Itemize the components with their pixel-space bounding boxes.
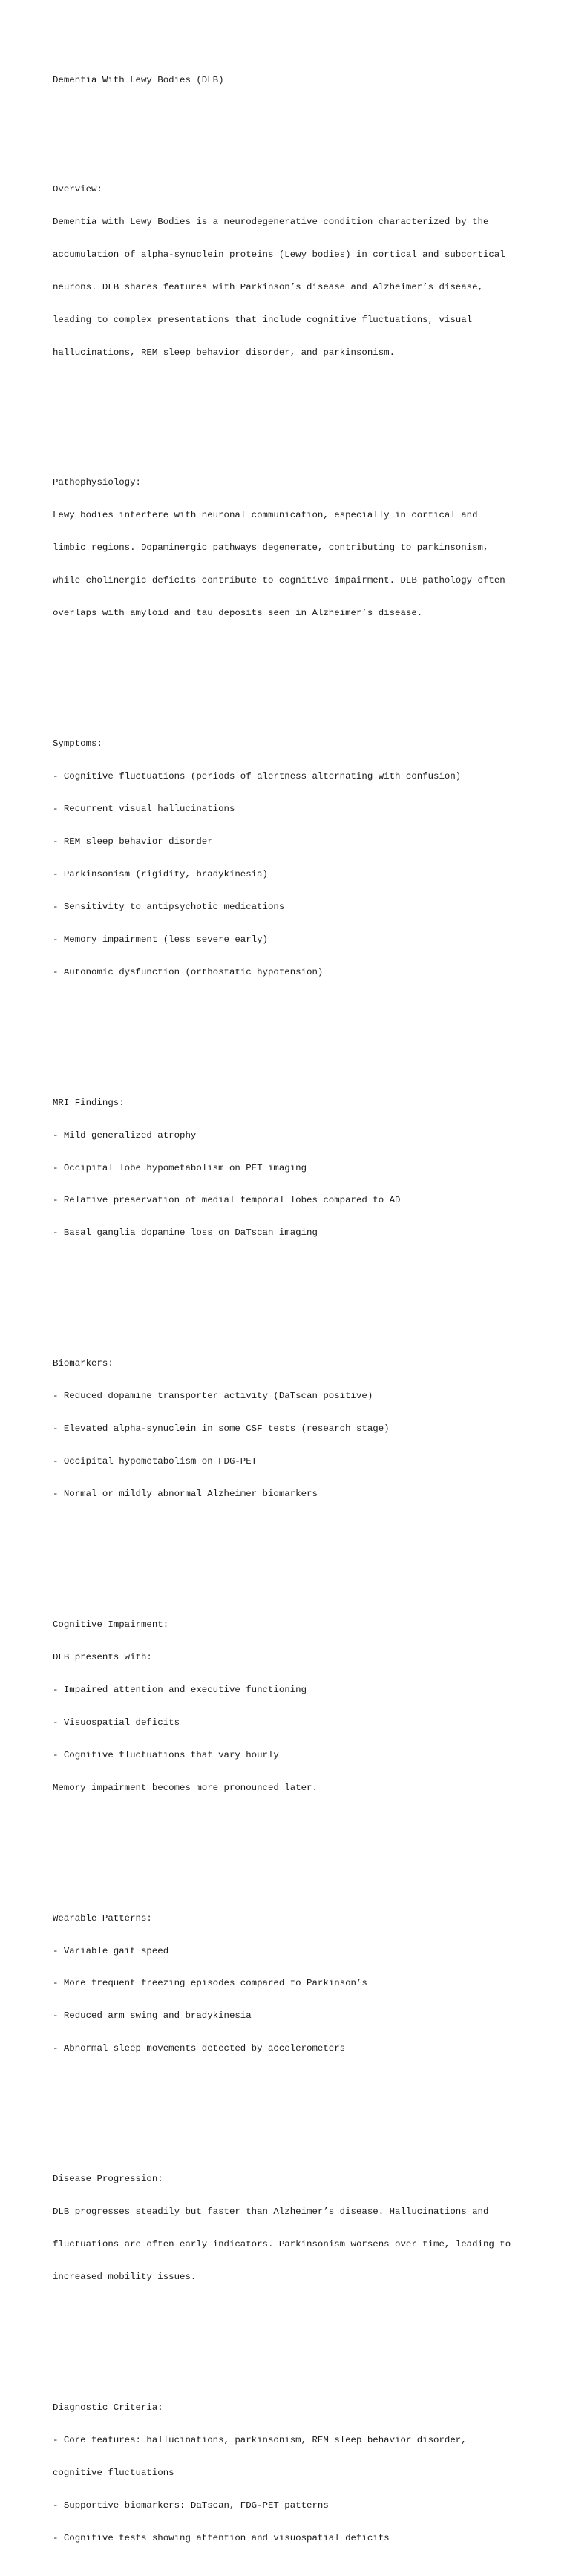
list-item: - Mild generalized atrophy (53, 1130, 197, 1141)
paragraph-line: overlaps with amyloid and tau deposits seen in Alzheimer’s disease. (53, 608, 423, 619)
blank-line (53, 1021, 543, 1032)
list-item: - Relative preservation of medial temporal lobes compared to AD (53, 1195, 401, 1206)
list-item: - Cognitive fluctuations that vary hourly (53, 1749, 279, 1760)
section-mri-findings (53, 1075, 543, 1260)
paragraph-line: Lewy bodies interfere with neuronal communication, especially in cortical and (53, 510, 478, 521)
paragraph-line: neurons. DLB shares features with Parkinson’s disease and Alzheimer’s disease, (53, 281, 483, 292)
paragraph-line: fluctuations are often early indicators. Parkinsonism worsens over time, leading to (53, 2239, 511, 2250)
document-page (53, 53, 543, 2576)
list-item: - Occipital lobe hypometabolism on PET imaging (53, 1162, 307, 1173)
blank-line (53, 1282, 543, 1294)
list-item: - Cognitive fluctuations (periods of alertness alternating with confusion) (53, 771, 462, 782)
section-heading: Cognitive Impairment: (53, 1619, 169, 1630)
list-item: - Normal or mildly abnormal Alzheimer biomarkers (53, 1489, 318, 1500)
blank-line (53, 2098, 543, 2109)
list-item: - Variable gait speed (53, 1945, 169, 1956)
document-title: Dementia With Lewy Bodies (DLB) (53, 75, 224, 86)
list-item: - Abnormal sleep movements detected by accelerometers (53, 2043, 346, 2054)
paragraph-line: limbic regions. Dopaminergic pathways degenerate, contributing to parkinsonism, (53, 543, 489, 554)
list-item-continuation: cognitive fluctuations (53, 2467, 174, 2478)
blank-line (53, 108, 543, 119)
blank-line (53, 1543, 543, 1554)
list-item: - Recurrent visual hallucinations (53, 804, 235, 815)
section-heading: Wearable Patterns: (53, 1913, 152, 1924)
section-heading: Diagnostic Criteria: (53, 2402, 163, 2413)
blank-line (53, 402, 543, 413)
list-item: - Reduced dopamine transporter activity (DaTscan positive) (53, 1391, 373, 1402)
list-item: - Parkinsonism (rigidity, bradykinesia) (53, 868, 268, 879)
list-item: - Elevated alpha-synuclein in some CSF tests (research stage) (53, 1423, 390, 1435)
paragraph-line: Memory impairment becomes more pronounced later. (53, 1782, 318, 1793)
section-pathophysiology (53, 456, 543, 640)
section-disease-progression (53, 2152, 543, 2304)
section-heading: Biomarkers: (53, 1358, 114, 1369)
list-item: - Core features: hallucinations, parkinsonism, REM sleep behavior disorder, (53, 2434, 467, 2445)
list-item: - Sensitivity to antipsychotic medications (53, 901, 285, 912)
blank-line (53, 2326, 543, 2337)
paragraph-line: hallucinations, REM sleep behavior disorder, and parkinsonism. (53, 347, 396, 358)
blank-line (53, 663, 543, 674)
section-diagnostic-criteria (53, 2381, 543, 2566)
list-item: - Cognitive tests showing attention and visuospatial deficits (53, 2532, 390, 2543)
section-overview (53, 163, 543, 380)
section-cognitive-impairment (53, 1598, 543, 1815)
paragraph-line: accumulation of alpha-synuclein proteins (Lewy bodies) in cortical and subcortical (53, 249, 505, 260)
list-item: - Supportive biomarkers: DaTscan, FDG-PET patterns (53, 2500, 329, 2511)
section-symptoms (53, 717, 543, 1000)
list-item: - Autonomic dysfunction (orthostatic hypotension) (53, 966, 324, 977)
list-item: - Impaired attention and executive functioning (53, 1684, 307, 1695)
section-heading: Overview: (53, 183, 102, 194)
list-item: - REM sleep behavior disorder (53, 836, 213, 847)
list-item: - Occipital hypometabolism on FDG-PET (53, 1456, 258, 1467)
list-item: - More frequent freezing episodes compared to Parkinson’s (53, 1978, 367, 1989)
paragraph-line: DLB progresses steadily but faster than Alzheimer’s disease. Hallucinations and (53, 2206, 489, 2218)
list-item: - Visuospatial deficits (53, 1717, 180, 1728)
section-biomarkers (53, 1337, 543, 1521)
paragraph-line: increased mobility issues. (53, 2272, 197, 2283)
list-item: - Reduced arm swing and bradykinesia (53, 2010, 252, 2022)
section-heading: Symptoms: (53, 738, 102, 750)
list-item: - Memory impairment (less severe early) (53, 934, 268, 945)
section-wearable-patterns (53, 1891, 543, 2076)
section-heading: MRI Findings: (53, 1097, 125, 1108)
paragraph-line: leading to complex presentations that include cognitive fluctuations, visual (53, 314, 473, 325)
list-item: - Basal ganglia dopamine loss on DaTscan imaging (53, 1228, 318, 1239)
paragraph-line: while cholinergic deficits contribute to cognitive impairment. DLB pathology often (53, 575, 505, 586)
paragraph-line: DLB presents with: (53, 1651, 152, 1662)
blank-line (53, 1837, 543, 1848)
section-heading: Pathophysiology: (53, 477, 141, 488)
section-heading: Disease Progression: (53, 2174, 163, 2185)
paragraph-line: Dementia with Lewy Bodies is a neurodegenerative condition characterized by the (53, 216, 489, 227)
